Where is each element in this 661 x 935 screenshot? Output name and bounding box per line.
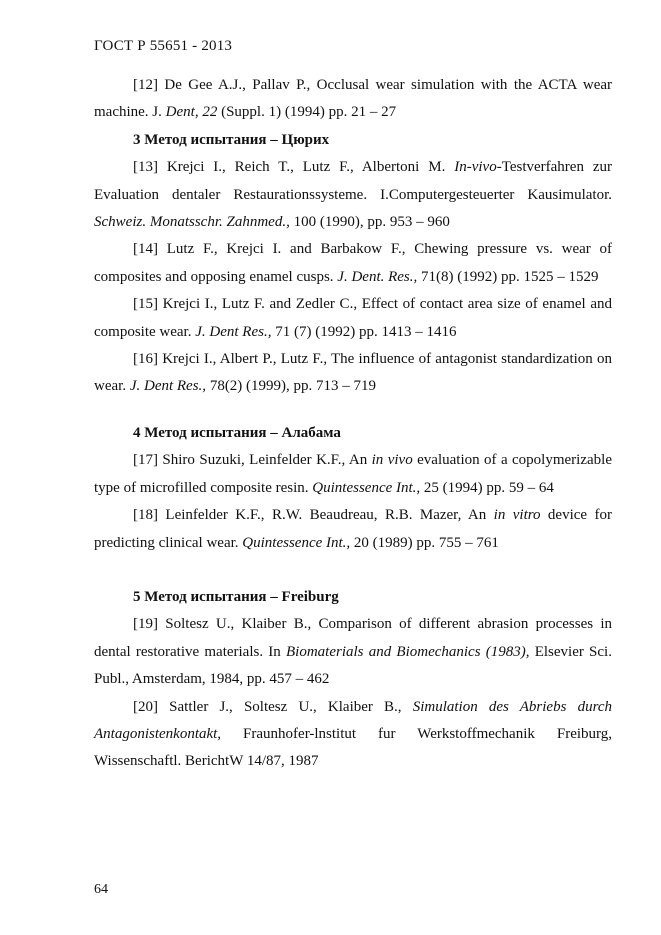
page-number: 64 — [94, 882, 108, 897]
section-heading-freiburg: 5 Метод испытания – Freiburg — [133, 588, 339, 605]
reference-14: [14] Lutz F., Krejci I. and Barbakow F., Chewing pressure vs. wear of composites and opposing enamel cusps. J. Dent. Res., 71(8) (1992) pp. 1525 – 1529 — [94, 241, 613, 285]
reference-number: [18] — [133, 507, 158, 524]
document-header: ГОСТ Р 55651 - 2013 — [94, 38, 233, 54]
reference-20: [20] Sattler J., Soltesz U., Klaiber B., Simulation des Abriebs durch Antagonistenkontakt, Fraunhofer-lnstitut fur Werkstoffmechanik Freiburg, Wissenschaftl. BerichtW 14/87, 1987 — [94, 698, 613, 770]
reference-number: [15] — [133, 296, 158, 313]
reference-17: [17] Shiro Suzuki, Leinfelder K.F., An in vivo evaluation of a copolymerizable type of microfilled composite resin. Quintessence Int., 25 (1994) pp. 59 – 64 — [94, 452, 612, 496]
reference-16: [16] Krejci I., Albert P., Lutz F., The influence of antagonist standardization on wear. J. Dent Res., 78(2) (1999), pp. 713 – 719 — [94, 351, 612, 395]
reference-18: [18] Leinfelder K.F., R.W. Beaudreau, R.B. Mazer, An in vitro device for predicting clinical wear. Quintessence Int., 20 (1989) pp. 755 – 761 — [94, 507, 612, 551]
reference-number: [14] — [133, 241, 158, 258]
reference-number: [17] — [133, 452, 158, 469]
reference-number: [19] — [133, 616, 158, 633]
references-list — [94, 72, 612, 776]
reference-13: [13] Krejci I., Reich T., Lutz F., Albertoni M. In-vivo-Testverfahren zur Evaluation dentaler Restaurationssysteme. I.Computergesteuerter Kausimulator. Schweiz. Monatsschr. Zahnmed., 100 (1990), pp. 953 – 960 — [94, 159, 613, 231]
section-heading-zurich: 3 Метод испытания – Цюрих — [133, 131, 330, 148]
reference-number: [20] — [133, 698, 158, 715]
section-heading-alabama: 4 Метод испытания – Алабама — [133, 424, 341, 441]
reference-number: [16] — [133, 351, 158, 368]
reference-19: [19] Soltesz U., Klaiber B., Comparison of different abrasion processes in dental restorative materials. In Biomaterials and Biomechanics (1983), Elsevier Sci. Publ., Amsterdam, 1984, pp. 457 – 462 — [94, 616, 612, 688]
reference-12: [12] De Gee A.J., Pallav P., Occlusal wear simulation with the ACTA wear machine. J. Dent, 22 (Suppl. 1) (1994) pp. 21 – 27 — [94, 77, 613, 121]
reference-number: [13] — [133, 159, 158, 176]
reference-15: [15] Krejci I., Lutz F. and Zedler C., Effect of contact area size of enamel and composite wear. J. Dent Res., 71 (7) (1992) pp. 1413 – 1416 — [94, 296, 613, 340]
reference-number: [12] — [133, 77, 158, 93]
